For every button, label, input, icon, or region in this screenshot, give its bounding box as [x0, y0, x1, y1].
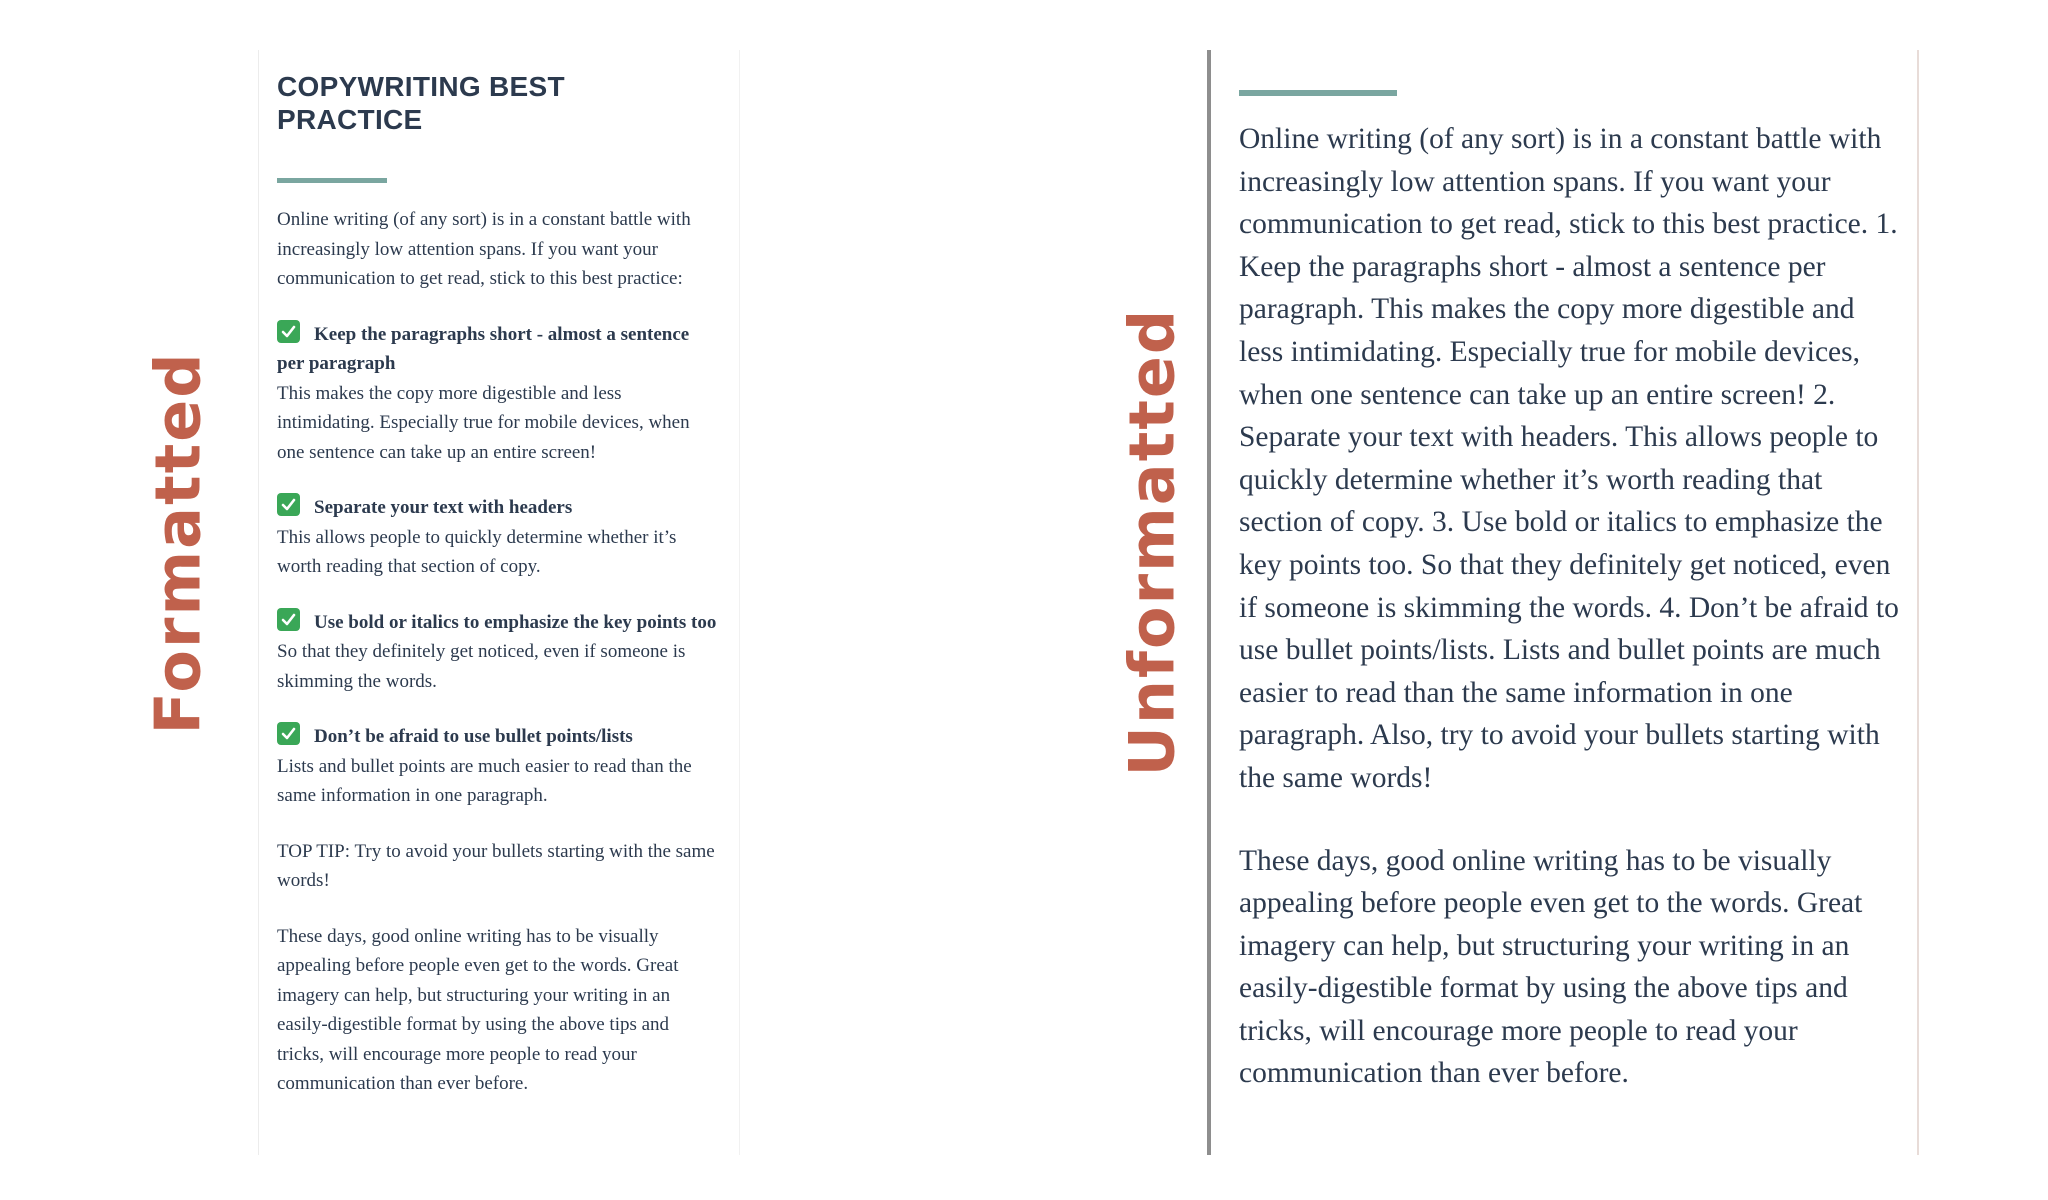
check-icon: [277, 493, 300, 516]
tip-body: So that they definitely get noticed, even if someone is skimming the words.: [277, 641, 686, 692]
closing-paragraph: These days, good online writing has to be visually appealing before people even get to the words. Great imagery can help, but structuring your writing in an easily-digestible format by using the above tips and tricks, will encourage more people to read your communication than ever before.: [277, 925, 679, 1094]
tip-heading: Use bold or italics to emphasize the key points too: [314, 611, 717, 633]
tip-heading: Keep the paragraphs short - almost a sentence per paragraph: [277, 323, 690, 374]
intro-paragraph: Online writing (of any sort) is in a constant battle with increasingly low attention spans. If you want your communication to get read, stick to this best practice:: [277, 209, 691, 289]
tip-heading: Separate your text with headers: [314, 497, 573, 518]
unformatted-label: Unformatted: [1115, 307, 1189, 777]
tip-item: [277, 722, 717, 811]
unformatted-panel: [1207, 50, 1919, 1155]
tip-item: [277, 493, 717, 582]
accent-divider: [277, 178, 387, 183]
unformatted-content: [1239, 90, 1899, 1135]
tip-item: [277, 608, 717, 697]
tip-body: This makes the copy more digestible and less intimidating. Especially true for mobile devices, when one sentence can take up an entire screen!: [277, 382, 690, 463]
formatted-content: [277, 70, 717, 1125]
unformatted-paragraph-2: These days, good online writing has to be visually appealing before people even get to the words. Great imagery can help, but structuring your writing in an easily-digestible format by using the above tips and tricks, will encourage more people to read your communication than ever before.: [1239, 844, 1863, 1090]
check-icon: [277, 722, 300, 745]
tip-heading: Don’t be afraid to use bullet points/lists: [314, 726, 633, 747]
top-tip: TOP TIP: Try to avoid your bullets starting with the same words!: [277, 840, 715, 891]
tip-item: [277, 320, 717, 468]
accent-divider: [1239, 90, 1397, 96]
check-icon: [277, 320, 300, 343]
check-icon: [277, 608, 300, 631]
unformatted-paragraph-1: Online writing (of any sort) is in a constant battle with increasingly low attention spans. If you want your communication to get read, stick to this best practice. 1. Keep the paragraphs short - almost a sentence per paragraph. This makes the copy more digestible and less intimidating. Especially true for mobile devices, when one sentence can take up an entire screen! 2. Separate your text with headers. This allows people to quickly determine whether it’s worth reading that section of copy. 3. Use bold or italics to emphasize the key points too. So that they definitely get noticed, even if someone is skimming the words. 4. Don’t be afraid to use bullet points/lists. Lists and bullet points are much easier to read than the same information in one paragraph. Also, try to avoid your bullets starting with the same words!: [1239, 123, 1899, 794]
formatted-label: Formatted: [141, 351, 215, 735]
tip-body: Lists and bullet points are much easier to read than the same information in one paragraph.: [277, 755, 692, 806]
page-title: COPYWRITING BEST PRACTICE: [277, 71, 565, 135]
tip-body: This allows people to quickly determine whether it’s worth reading that section of copy.: [277, 526, 677, 577]
formatted-panel: [258, 50, 740, 1155]
